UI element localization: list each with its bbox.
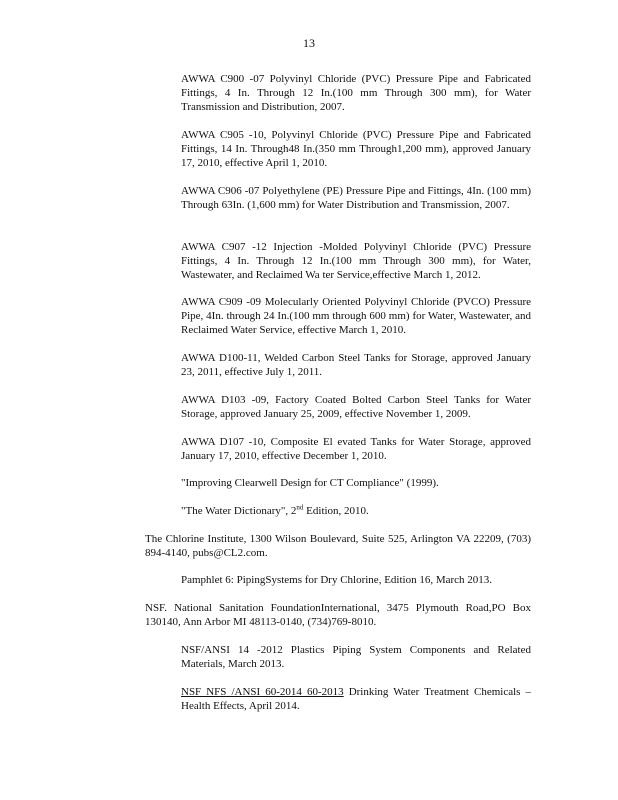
reference-clearwell-design: "Improving Clearwell Design for CT Compliance" (1999).	[181, 477, 439, 489]
reference-awwa-c909: AWWA C909 -09 Molecularly Oriented Polyvinyl Chloride (PVCO) Pressure Pipe, 4In. through 24 In.(100 mm through 600 mm) for Water, Wastewater, and Reclaimed Water Service, effective March 1, 2010.	[181, 296, 531, 336]
reference-awwa-d103: AWWA D103 -09, Factory Coated Bolted Carbon Steel Tanks for Water Storage, approved January 25, 2009, effective November 1, 2009.	[181, 394, 531, 420]
reference-awwa-c906: AWWA C906 -07 Polyethylene (PE) Pressure Pipe and Fittings, 4In. (100 mm) Through 63In. (1,600 mm) for Water Distribution and Transmission, 2007.	[181, 185, 531, 211]
reference-nsf-ansi-60-designation: NSF NFS /ANSI 60-2014 60-2013	[181, 686, 344, 698]
reference-nsf-ansi-60	[181, 685, 531, 713]
reference-water-dictionary-title: "The Water Dictionary", 2	[181, 505, 297, 517]
reference-nsf-international: NSF. National Sanitation FoundationInternational, 3475 Plymouth Road,PO Box 130140, Ann Arbor MI 48113-0140, (734)769-8010.	[145, 602, 531, 628]
reference-water-dictionary	[181, 504, 531, 518]
reference-pamphlet-6: Pamphlet 6: PipingSystems for Dry Chlorine, Edition 16, March 2013.	[181, 574, 493, 586]
edition-ordinal-suffix: nd	[296, 503, 304, 512]
reference-water-dictionary-edition: Edition, 2010.	[303, 505, 369, 517]
reference-awwa-c905: AWWA C905 -10, Polyvinyl Chloride (PVC) Pressure Pipe and Fabricated Fittings, 14 In. Through48 In.(350 mm Through1,200 mm), approved January 17, 2010, effective April 1, 2010.	[181, 129, 531, 169]
reference-nsf-ansi-14: NSF/ANSI 14 -2012 Plastics Piping System Components and Related Materials, March 2013.	[181, 644, 531, 670]
reference-nsf-ansi-60-title: Drinking Water Treatment Chemicals – Health Effects, April 2014.	[181, 686, 531, 712]
reference-awwa-d100: AWWA D100-11, Welded Carbon Steel Tanks for Storage, approved January 23, 2011, effective July 1, 2011.	[181, 352, 531, 378]
reference-awwa-c900: AWWA C900 -07 Polyvinyl Chloride (PVC) Pressure Pipe and Fabricated Fittings, 4 In. Through 12 In.(100 mm Through 300 mm), for Water Transmission and Distribution, 2007.	[181, 73, 531, 113]
reference-chlorine-institute: The Chlorine Institute, 1300 Wilson Boulevard, Suite 525, Arlington VA 22209, (703) 894-4140, pubs@CL2.com.	[145, 533, 531, 559]
page-number: 13	[303, 36, 315, 50]
reference-awwa-c907: AWWA C907 -12 Injection -Molded Polyvinyl Chloride (PVC) Pressure Fittings, 4 In. Through 12 In.(100 mm Through 300 mm), for Water, Wastewater, and Reclaimed Wa ter Service,effective March 1, 2012.	[181, 241, 531, 281]
reference-awwa-d107: AWWA D107 -10, Composite El evated Tanks for Water Storage, approved January 17, 2010, effective December 1, 2010.	[181, 436, 531, 462]
